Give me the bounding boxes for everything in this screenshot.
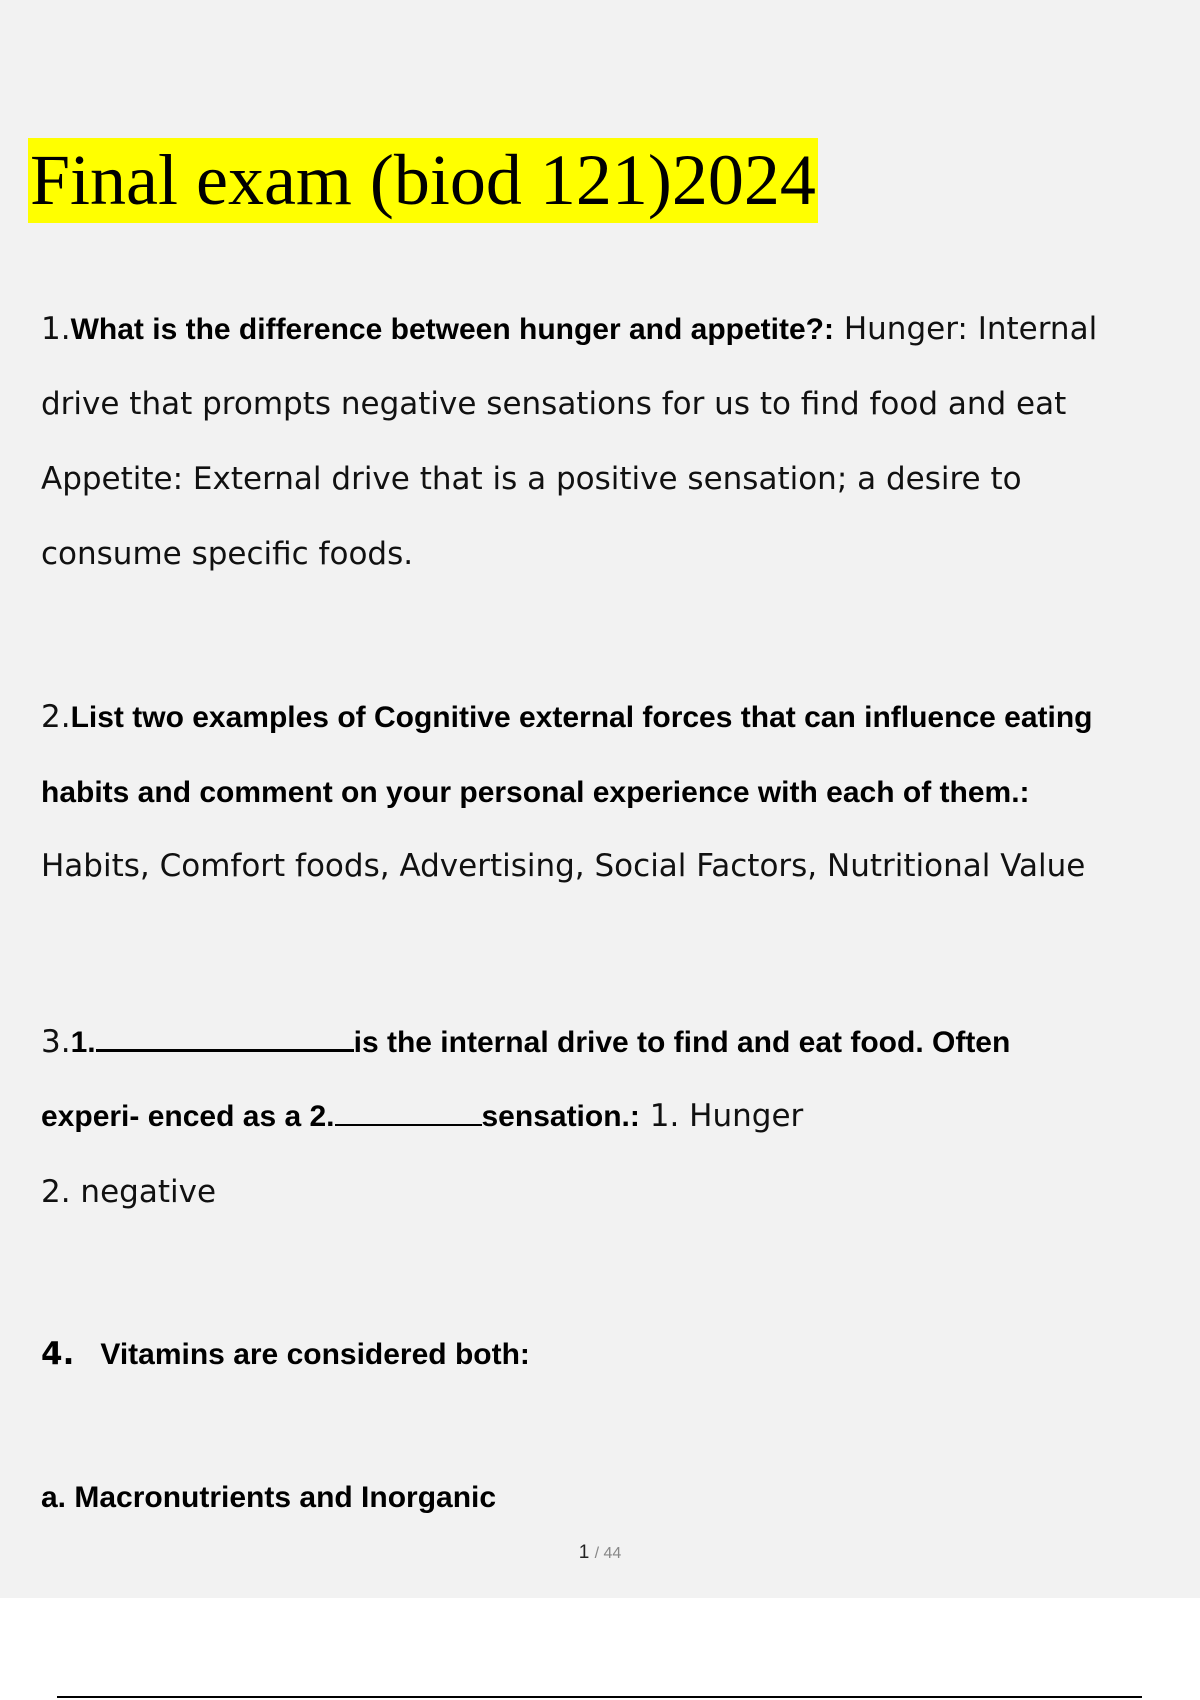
page-current: 1 xyxy=(578,1542,590,1563)
question-3-line-2 xyxy=(41,1096,803,1137)
question-3-prompt-mid: is the internal drive to find and eat food. Often xyxy=(353,1026,1011,1059)
page-total: / 44 xyxy=(594,1545,622,1562)
page-indicator xyxy=(0,1542,1200,1564)
question-1-prompt: What is the difference between hunger and appetite?: xyxy=(70,313,834,346)
question-3-prompt-end: sensation.: xyxy=(481,1100,640,1133)
question-3-blank-1-label: 1. xyxy=(70,1026,96,1059)
question-3-answer-line-2: 2. negative xyxy=(41,1174,217,1210)
question-3-answer-line-1: 1. Hunger xyxy=(639,1098,804,1134)
question-1-answer-line-3: Appetite: External drive that is a positive sensation; a desire to xyxy=(41,461,1022,497)
question-3-blank-1 xyxy=(96,1021,354,1052)
question-3-blank-2 xyxy=(335,1096,482,1126)
question-1-answer-line-1: Hunger: Internal xyxy=(834,311,1098,347)
document-title: Final exam (biod 121)2024 xyxy=(28,138,818,223)
question-4-option-a xyxy=(41,1477,496,1518)
question-2-prompt-line-2-text: habits and comment on your personal experience with each of them.: xyxy=(41,776,1030,809)
footer-divider xyxy=(57,1696,1142,1698)
question-1-line-1 xyxy=(41,309,1097,350)
question-1-number: 1. xyxy=(41,311,71,347)
question-3-line-1 xyxy=(41,1021,1010,1063)
question-2-line-1 xyxy=(41,697,1092,738)
question-3-number: 3. xyxy=(41,1024,71,1060)
question-3-prompt-line-2: experi- enced as a 2. xyxy=(41,1100,335,1133)
question-4-option-a-text: a. Macronutrients and Inorganic xyxy=(41,1481,497,1514)
question-2-answer: Habits, Comfort foods, Advertising, Social Factors, Nutritional Value xyxy=(41,848,1086,884)
question-1-answer-line-4: consume specific foods. xyxy=(41,536,414,572)
question-2-number: 2. xyxy=(41,699,71,735)
question-4-line xyxy=(41,1334,530,1375)
question-1-answer-line-2: drive that prompts negative sensations for us to find food and eat xyxy=(41,386,1067,422)
question-4-prompt: Vitamins are considered both: xyxy=(100,1338,530,1371)
question-4-number: 4. xyxy=(41,1336,75,1372)
question-2-prompt-line-2 xyxy=(41,772,1030,813)
question-2-prompt-line-1: List two examples of Cognitive external forces that can influence eating xyxy=(70,701,1093,734)
